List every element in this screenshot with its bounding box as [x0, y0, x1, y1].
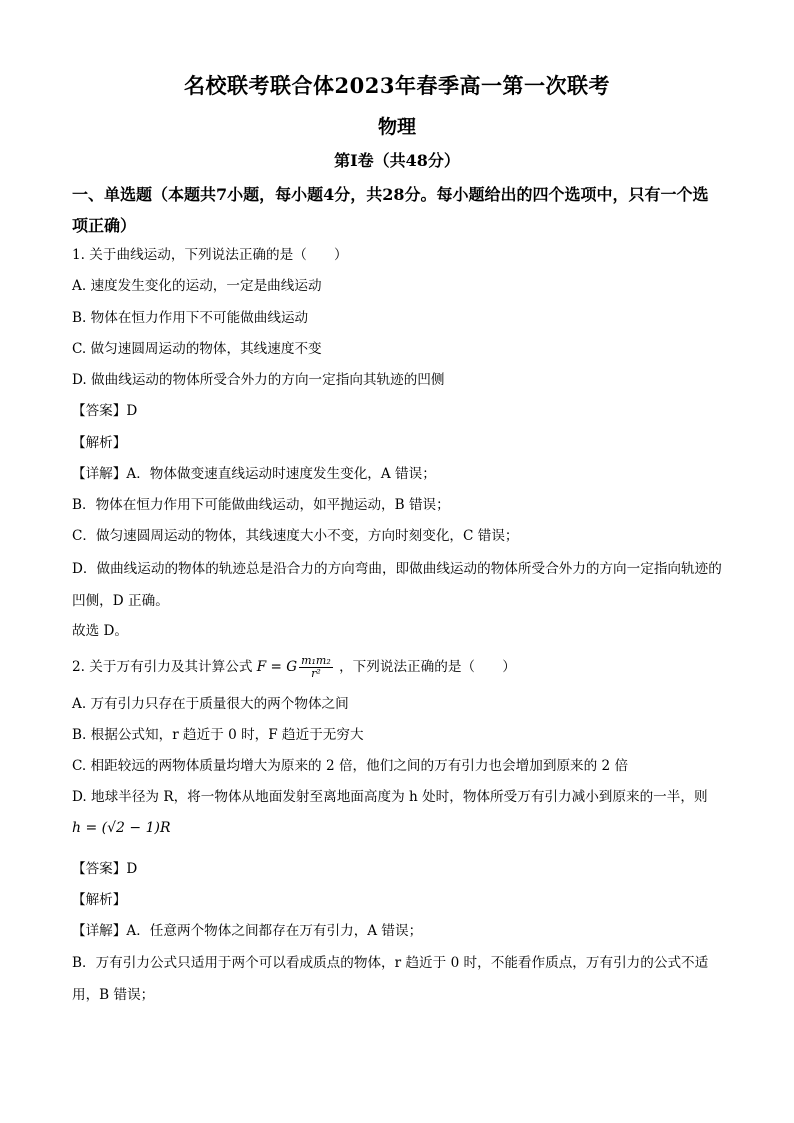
q1-option-b: B. 物体在恒力作用下不可能做曲线运动: [72, 310, 309, 326]
q2-formula-numerator: m₁m₂: [301, 654, 331, 667]
q2-analysis: 【解析】: [72, 892, 127, 908]
q1-answer: 【答案】D: [72, 403, 138, 419]
exam-title: 名校联考联合体2023年春季高一第一次联考: [184, 73, 610, 98]
q2-option-d: D. 地球半径为 R，将一物体从地面发射至离地面高度为 h 处时，物体所受万有引力减小到原来的一半，则: [72, 789, 708, 805]
q2-stem: [72, 654, 722, 680]
q1-detail-d: D．做曲线运动的物体的轨迹总是沿合力的方向弯曲，即做曲线运动的物体所受合外力的方向一定指向轨迹的凹侧，D 正确。: [72, 561, 722, 609]
q2-answer: 【答案】D: [72, 861, 138, 877]
q1-analysis: 【解析】: [72, 435, 127, 451]
subject-title: 物理: [377, 116, 416, 138]
q1-detail-b: B．物体在恒力作用下可能做曲线运动，如平抛运动，B 错误；: [72, 497, 450, 513]
section-heading: 一、单选题（本题共7小题，每小题4分，共28分。每小题给出的四个选项中，只有一个选项正确）: [72, 185, 709, 235]
q2-formula-fraction: [299, 655, 333, 680]
q1-conclusion: 故选 D。: [72, 623, 129, 639]
q2-option-b: B. 根据公式知，r 趋近于 0 时，F 趋近于无穷大: [72, 727, 364, 743]
part-title: 第Ⅰ卷（共48分）: [334, 151, 460, 170]
q1-option-d: D. 做曲线运动的物体所受合外力的方向一定指向其轨迹的凹侧: [72, 372, 445, 388]
q1-detail-a: 【详解】A．物体做变速直线运动时速度发生变化，A 错误；: [72, 466, 436, 482]
q2-option-d-formula: h = (√2 − 1)R: [72, 820, 171, 836]
q1-detail-c: C．做匀速圆周运动的物体，其线速度大小不变，方向时刻变化，C 错误；: [72, 528, 519, 544]
q2-formula-denominator: r²: [311, 667, 321, 680]
q1-stem: 1. 关于曲线运动，下列说法正确的是（ ）: [72, 247, 348, 263]
q1-option-c: C. 做匀速圆周运动的物体，其线速度不变: [72, 341, 322, 357]
q2-option-c: C. 相距较远的两物体质量均增大为原来的 2 倍，他们之间的万有引力也会增加到原来的 2 倍: [72, 758, 629, 774]
q1-option-a: A. 速度发生变化的运动，一定是曲线运动: [72, 278, 322, 294]
q2-option-a: A. 万有引力只存在于质量很大的两个物体之间: [72, 696, 349, 712]
q2-stem-pre: 2. 关于万有引力及其计算公式: [72, 659, 253, 675]
q2-detail-a: 【详解】A．任意两个物体之间都存在万有引力，A 错误；: [72, 923, 423, 939]
q2-stem-post: ，下列说法正确的是（ ）: [339, 659, 516, 675]
q2-detail-b: B．万有引力公式只适用于两个可以看成质点的物体，r 趋近于 0 时，不能看作质点，万有引力的公式不适用，B 错误；: [72, 955, 709, 1003]
q2-formula-lhs: F = G: [256, 659, 298, 675]
